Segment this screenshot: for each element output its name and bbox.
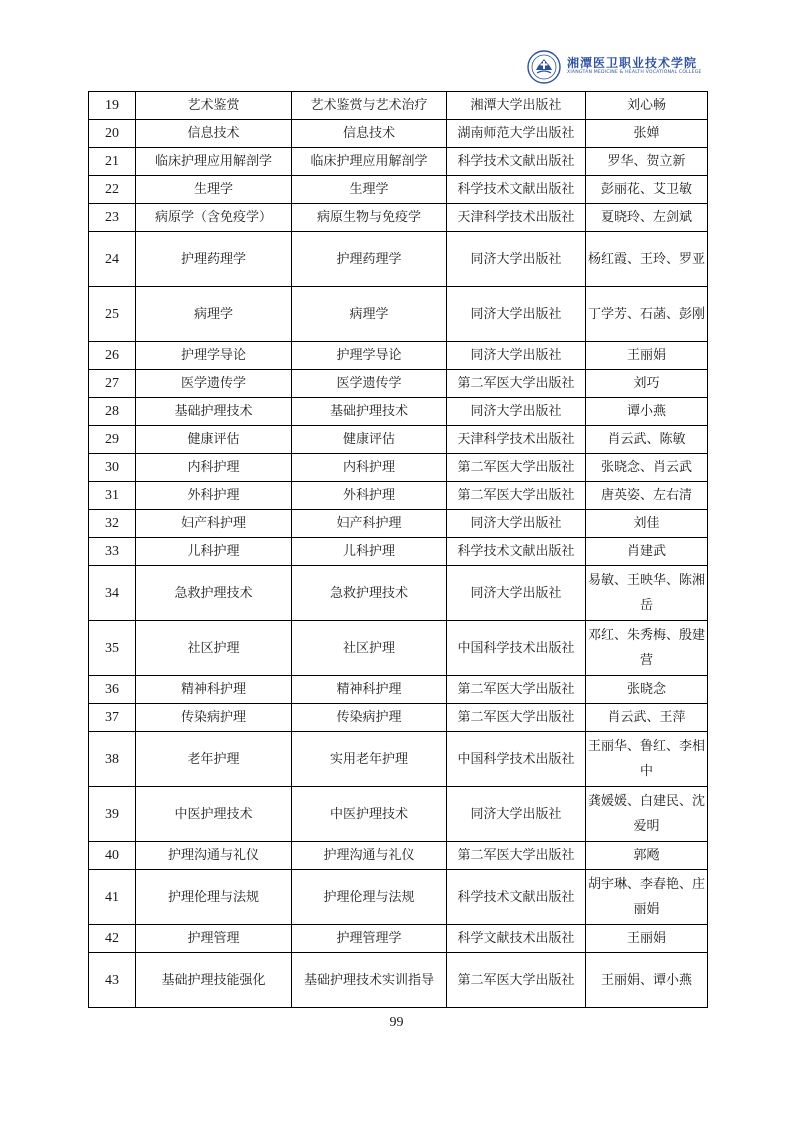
table-row bbox=[89, 204, 708, 232]
publisher: 湖南师范大学出版社 bbox=[447, 120, 586, 148]
table-row bbox=[89, 704, 708, 732]
author: 刘巧 bbox=[586, 370, 708, 398]
textbook-name: 护理沟通与礼仪 bbox=[292, 842, 447, 870]
row-number: 25 bbox=[89, 287, 136, 342]
textbook-table bbox=[88, 91, 708, 1008]
table-row bbox=[89, 676, 708, 704]
row-number: 30 bbox=[89, 454, 136, 482]
row-number: 32 bbox=[89, 510, 136, 538]
page-number: 99 bbox=[389, 1015, 404, 1030]
textbook-name: 护理学导论 bbox=[292, 342, 447, 370]
table-row bbox=[89, 398, 708, 426]
row-number: 26 bbox=[89, 342, 136, 370]
table-row bbox=[89, 787, 708, 842]
author: 胡宇琳、李春艳、庄丽娟 bbox=[586, 870, 708, 925]
course-name: 医学遗传学 bbox=[136, 370, 292, 398]
table-row bbox=[89, 510, 708, 538]
row-number: 20 bbox=[89, 120, 136, 148]
publisher: 第二军医大学出版社 bbox=[447, 704, 586, 732]
row-number: 19 bbox=[89, 92, 136, 120]
row-number: 40 bbox=[89, 842, 136, 870]
author: 王丽华、鲁红、李相中 bbox=[586, 732, 708, 787]
author: 易敏、王映华、陈湘岳 bbox=[586, 566, 708, 621]
course-name: 传染病护理 bbox=[136, 704, 292, 732]
row-number: 21 bbox=[89, 148, 136, 176]
course-name: 儿科护理 bbox=[136, 538, 292, 566]
author: 夏晓玲、左剑斌 bbox=[586, 204, 708, 232]
table-row bbox=[89, 370, 708, 398]
table-row bbox=[89, 148, 708, 176]
course-name: 外科护理 bbox=[136, 482, 292, 510]
textbook-name: 妇产科护理 bbox=[292, 510, 447, 538]
row-number: 29 bbox=[89, 426, 136, 454]
publisher: 同济大学出版社 bbox=[447, 510, 586, 538]
college-logo-icon bbox=[527, 50, 561, 84]
textbook-name: 护理药理学 bbox=[292, 232, 447, 287]
author: 肖云武、陈敏 bbox=[586, 426, 708, 454]
course-name: 中医护理技术 bbox=[136, 787, 292, 842]
table-row bbox=[89, 232, 708, 287]
author: 龚媛媛、白建民、沈爱明 bbox=[586, 787, 708, 842]
course-name: 健康评估 bbox=[136, 426, 292, 454]
textbook-name: 护理伦理与法规 bbox=[292, 870, 447, 925]
publisher: 同济大学出版社 bbox=[447, 342, 586, 370]
publisher: 第二军医大学出版社 bbox=[447, 482, 586, 510]
row-number: 34 bbox=[89, 566, 136, 621]
course-name: 护理伦理与法规 bbox=[136, 870, 292, 925]
author: 刘佳 bbox=[586, 510, 708, 538]
table-row bbox=[89, 176, 708, 204]
course-name: 妇产科护理 bbox=[136, 510, 292, 538]
course-name: 病理学 bbox=[136, 287, 292, 342]
publisher: 中国科学技术出版社 bbox=[447, 621, 586, 676]
textbook-name: 基础护理技术实训指导 bbox=[292, 953, 447, 1008]
publisher: 第二军医大学出版社 bbox=[447, 842, 586, 870]
course-name: 老年护理 bbox=[136, 732, 292, 787]
course-name: 生理学 bbox=[136, 176, 292, 204]
table-row bbox=[89, 925, 708, 953]
table-row bbox=[89, 621, 708, 676]
textbook-name: 病理学 bbox=[292, 287, 447, 342]
course-name: 护理管理 bbox=[136, 925, 292, 953]
publisher: 同济大学出版社 bbox=[447, 287, 586, 342]
author: 张晓念、肖云武 bbox=[586, 454, 708, 482]
author: 唐英姿、左右清 bbox=[586, 482, 708, 510]
row-number: 41 bbox=[89, 870, 136, 925]
textbook-name: 中医护理技术 bbox=[292, 787, 447, 842]
row-number: 31 bbox=[89, 482, 136, 510]
course-name: 内科护理 bbox=[136, 454, 292, 482]
row-number: 36 bbox=[89, 676, 136, 704]
row-number: 24 bbox=[89, 232, 136, 287]
course-name: 临床护理应用解剖学 bbox=[136, 148, 292, 176]
row-number: 22 bbox=[89, 176, 136, 204]
textbook-name: 基础护理技术 bbox=[292, 398, 447, 426]
textbook-name: 艺术鉴赏与艺术治疗 bbox=[292, 92, 447, 120]
publisher: 天津科学技术出版社 bbox=[447, 204, 586, 232]
table-row bbox=[89, 953, 708, 1008]
textbook-name: 生理学 bbox=[292, 176, 447, 204]
author: 丁学芳、石菡、彭刚 bbox=[586, 287, 708, 342]
textbook-name: 医学遗传学 bbox=[292, 370, 447, 398]
table-row bbox=[89, 92, 708, 120]
author: 肖建武 bbox=[586, 538, 708, 566]
textbook-name: 护理管理学 bbox=[292, 925, 447, 953]
row-number: 27 bbox=[89, 370, 136, 398]
row-number: 42 bbox=[89, 925, 136, 953]
textbook-name: 社区护理 bbox=[292, 621, 447, 676]
author: 肖云武、王萍 bbox=[586, 704, 708, 732]
course-name: 精神科护理 bbox=[136, 676, 292, 704]
publisher: 同济大学出版社 bbox=[447, 566, 586, 621]
publisher: 同济大学出版社 bbox=[447, 232, 586, 287]
row-number: 39 bbox=[89, 787, 136, 842]
author: 邓红、朱秀梅、殷建营 bbox=[586, 621, 708, 676]
publisher: 科学文献技术出版社 bbox=[447, 925, 586, 953]
textbook-name: 信息技术 bbox=[292, 120, 447, 148]
course-name: 艺术鉴赏 bbox=[136, 92, 292, 120]
row-number: 43 bbox=[89, 953, 136, 1008]
author: 谭小燕 bbox=[586, 398, 708, 426]
publisher: 科学技术文献出版社 bbox=[447, 538, 586, 566]
textbook-name: 急救护理技术 bbox=[292, 566, 447, 621]
author: 张婵 bbox=[586, 120, 708, 148]
textbook-name: 精神科护理 bbox=[292, 676, 447, 704]
textbook-name: 儿科护理 bbox=[292, 538, 447, 566]
publisher: 第二军医大学出版社 bbox=[447, 454, 586, 482]
course-name: 信息技术 bbox=[136, 120, 292, 148]
author: 张晓念 bbox=[586, 676, 708, 704]
table-row bbox=[89, 426, 708, 454]
author: 王丽娟、谭小燕 bbox=[586, 953, 708, 1008]
course-name: 急救护理技术 bbox=[136, 566, 292, 621]
author: 王丽娟 bbox=[586, 925, 708, 953]
publisher: 天津科学技术出版社 bbox=[447, 426, 586, 454]
table-row bbox=[89, 870, 708, 925]
course-name: 基础护理技能强化 bbox=[136, 953, 292, 1008]
course-name: 社区护理 bbox=[136, 621, 292, 676]
textbook-name: 健康评估 bbox=[292, 426, 447, 454]
publisher: 科学技术文献出版社 bbox=[447, 148, 586, 176]
publisher: 第二军医大学出版社 bbox=[447, 953, 586, 1008]
table-row bbox=[89, 566, 708, 621]
author: 王丽娟 bbox=[586, 342, 708, 370]
course-name: 护理药理学 bbox=[136, 232, 292, 287]
row-number: 33 bbox=[89, 538, 136, 566]
textbook-name: 病原生物与免疫学 bbox=[292, 204, 447, 232]
author: 彭丽花、艾卫敏 bbox=[586, 176, 708, 204]
row-number: 35 bbox=[89, 621, 136, 676]
author: 郭飏 bbox=[586, 842, 708, 870]
author: 刘心畅 bbox=[586, 92, 708, 120]
table-row bbox=[89, 120, 708, 148]
table-row bbox=[89, 842, 708, 870]
textbook-name: 传染病护理 bbox=[292, 704, 447, 732]
publisher: 同济大学出版社 bbox=[447, 787, 586, 842]
course-name: 护理沟通与礼仪 bbox=[136, 842, 292, 870]
textbook-name: 临床护理应用解剖学 bbox=[292, 148, 447, 176]
table-row bbox=[89, 538, 708, 566]
logo-subtext: XIANGTAN MEDICINE & HEALTH VOCATIONAL COLLEGE bbox=[567, 70, 702, 75]
table-row bbox=[89, 732, 708, 787]
publisher: 第二军医大学出版社 bbox=[447, 676, 586, 704]
page-header bbox=[527, 48, 707, 88]
author: 罗华、贺立新 bbox=[586, 148, 708, 176]
course-name: 基础护理技术 bbox=[136, 398, 292, 426]
course-name: 护理学导论 bbox=[136, 342, 292, 370]
publisher: 湘潭大学出版社 bbox=[447, 92, 586, 120]
textbook-name: 实用老年护理 bbox=[292, 732, 447, 787]
publisher: 科学技术文献出版社 bbox=[447, 176, 586, 204]
textbook-name: 外科护理 bbox=[292, 482, 447, 510]
course-name: 病原学（含免疫学） bbox=[136, 204, 292, 232]
row-number: 37 bbox=[89, 704, 136, 732]
publisher: 科学技术文献出版社 bbox=[447, 870, 586, 925]
publisher: 同济大学出版社 bbox=[447, 398, 586, 426]
table-row bbox=[89, 482, 708, 510]
author: 杨红霞、王玲、罗亚 bbox=[586, 232, 708, 287]
logo-text: 湘潭医卫职业技术学院 bbox=[567, 56, 698, 70]
row-number: 28 bbox=[89, 398, 136, 426]
table-row bbox=[89, 454, 708, 482]
row-number: 23 bbox=[89, 204, 136, 232]
publisher: 第二军医大学出版社 bbox=[447, 370, 586, 398]
table-row bbox=[89, 287, 708, 342]
row-number: 38 bbox=[89, 732, 136, 787]
textbook-name: 内科护理 bbox=[292, 454, 447, 482]
publisher: 中国科学技术出版社 bbox=[447, 732, 586, 787]
table-row bbox=[89, 342, 708, 370]
